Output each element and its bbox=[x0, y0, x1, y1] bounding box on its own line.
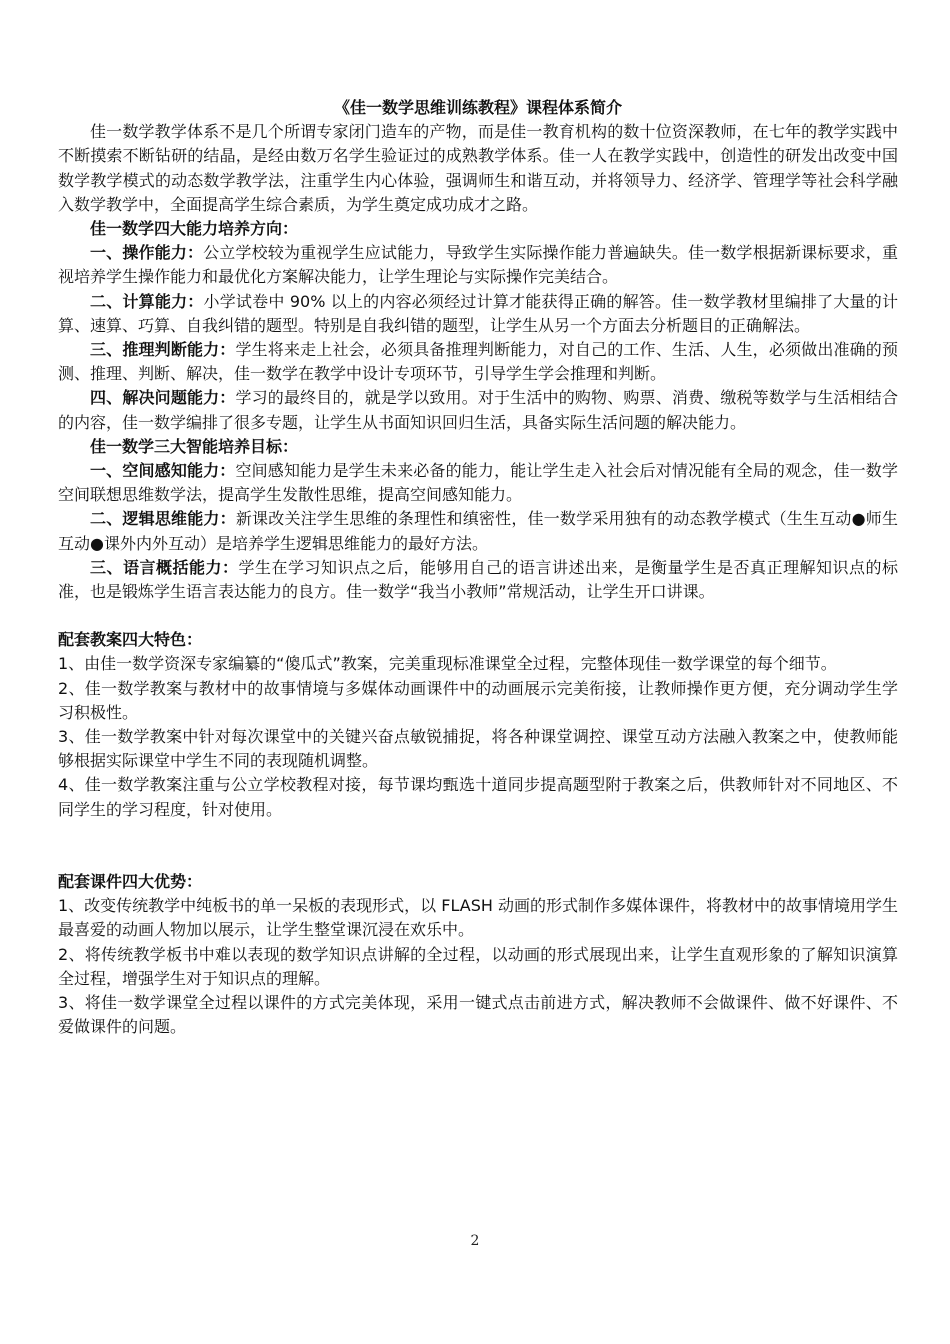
ability-label: 三、推理判断能力： bbox=[90, 340, 236, 360]
intelligence-text: 新课改关注学生思维的条理性和缜密性，佳一数学采用独有的动态教学模式（生生互动●师生互动●课外内外互动）是培养学生逻辑思维能力的最好方法。 bbox=[58, 509, 898, 553]
intelligence-heading: 佳一数学三大智能培养目标： bbox=[90, 436, 299, 456]
intelligence-label: 二、逻辑思维能力： bbox=[90, 509, 236, 529]
ability-item bbox=[58, 241, 898, 289]
intelligence-text: 学生在学习知识点之后，能够用自己的语言讲述出来，是衡量学生是否真正理解知识点的标准，也是锻炼学生语言表达能力的良方。佳一数学“我当小教师”常规活动，让学生开口讲课。 bbox=[58, 557, 898, 602]
courseware-heading: 配套课件四大优势： bbox=[58, 871, 203, 891]
lesson-plans-heading: 配套教案四大特色： bbox=[58, 630, 203, 650]
ability-label: 四、解决问题能力： bbox=[90, 388, 236, 408]
intelligence-item bbox=[58, 556, 898, 604]
lesson-plan-item: 1、由佳一数学资深专家编纂的“傻瓜式”教案，完美重现标准课堂全过程，完整体现佳一数学课堂的每个细节。 bbox=[58, 654, 837, 674]
page-number: 2 bbox=[470, 1233, 480, 1249]
lesson-plan-item: 3、佳一数学教案中针对每次课堂中的关键兴奋点敏锐捕捉，将各种课堂调控、课堂互动方法融入教案之中，使教师能够根据实际课堂中学生不同的表现随机调整。 bbox=[58, 727, 898, 771]
intelligence-item bbox=[58, 459, 898, 507]
intro-paragraph: 佳一数学教学体系不是几个所谓专家闭门造车的产物，而是佳一教育机构的数十位资深教师，在七年的教学实践中不断摸索不断钻研的结晶，是经由数万名学生验证过的成熟教学体系。佳一人在教学实践中，创造性的研发出改变中国数学教学模式的动态数学教学法，注重学生内心体验，强调师生和谐互动，并将领导力、经济学、管理学等社会科学融入数学教学中，全面提高学生综合素质，为学生奠定成功成才之路。 bbox=[58, 122, 898, 214]
courseware-item: 1、改变传统教学中纯板书的单一呆板的表现形式，以 FLASH 动画的形式制作多媒体课件，将教材中的故事情境用学生最喜爱的动画人物加以展示，让学生整堂课沉浸在欢乐中。 bbox=[58, 896, 898, 940]
ability-text: 小学试卷中 90% 以上的内容必须经过计算才能获得正确的解答。佳一数学教材里编排了大量的计算、速算、巧算、自我纠错的题型。特别是自我纠错的题型，让学生从另一个方面去分析题目的正确解法。 bbox=[58, 291, 898, 335]
document-title: 《佳一数学思维训练教程》课程体系简介 bbox=[333, 98, 622, 117]
abilities-heading: 佳一数学四大能力培养方向： bbox=[90, 219, 299, 239]
intelligence-label: 一、空间感知能力： bbox=[90, 461, 236, 481]
ability-item bbox=[58, 386, 898, 434]
ability-item bbox=[58, 290, 898, 338]
courseware-item: 2、将传统教学板书中难以表现的数学知识点讲解的全过程，以动画的形式展现出来，让学生直观形象的了解知识演算全过程，增强学生对于知识点的理解。 bbox=[58, 944, 898, 988]
courseware-item: 3、将佳一数学课堂全过程以课件的方式完美体现，采用一键式点击前进方式，解决教师不会做课件、做不好课件、不爱做课件的问题。 bbox=[58, 992, 898, 1037]
intelligence-text: 空间感知能力是学生未来必备的能力，能让学生走入社会后对情况能有全局的观念，佳一数学空间联想思维数学法，提高学生发散性思维，提高空间感知能力。 bbox=[58, 461, 898, 505]
lesson-plan-item: 2、佳一数学教案与教材中的故事情境与多媒体动画课件中的动画展示完美衔接，让教师操作更方便，充分调动学生学习积极性。 bbox=[58, 678, 898, 722]
ability-label: 一、操作能力： bbox=[90, 243, 204, 263]
intelligence-item bbox=[58, 507, 898, 555]
lesson-plan-item: 4、佳一数学教案注重与公立学校教程对接，每节课均甄选十道同步提高题型附于教案之后，供教师针对不同地区、不同学生的学习程度，针对使用。 bbox=[58, 775, 898, 819]
intelligence-label: 三、语言概括能力： bbox=[90, 557, 239, 577]
ability-text: 学习的最终目的，就是学以致用。对于生活中的购物、购票、消费、缴税等数学与生活相结合的内容，佳一数学编排了很多专题，让学生从书面知识回归生活，具备实际生活问题的解决能力。 bbox=[58, 388, 898, 432]
document-page bbox=[58, 96, 898, 1039]
ability-text: 学生将来走上社会，必须具备推理判断能力，对自己的工作、生活、人生，必须做出准确的预测、推理、判断、解决，佳一数学在教学中设计专项环节，引导学生学会推理和判断。 bbox=[58, 340, 898, 384]
ability-label: 二、计算能力： bbox=[90, 291, 204, 311]
ability-item bbox=[58, 338, 898, 386]
ability-text: 公立学校较为重视学生应试能力，导致学生实际操作能力普遍缺失。佳一数学根据新课标要求，重视培养学生操作能力和最优化方案解决能力，让学生理论与实际操作完美结合。 bbox=[58, 243, 898, 287]
